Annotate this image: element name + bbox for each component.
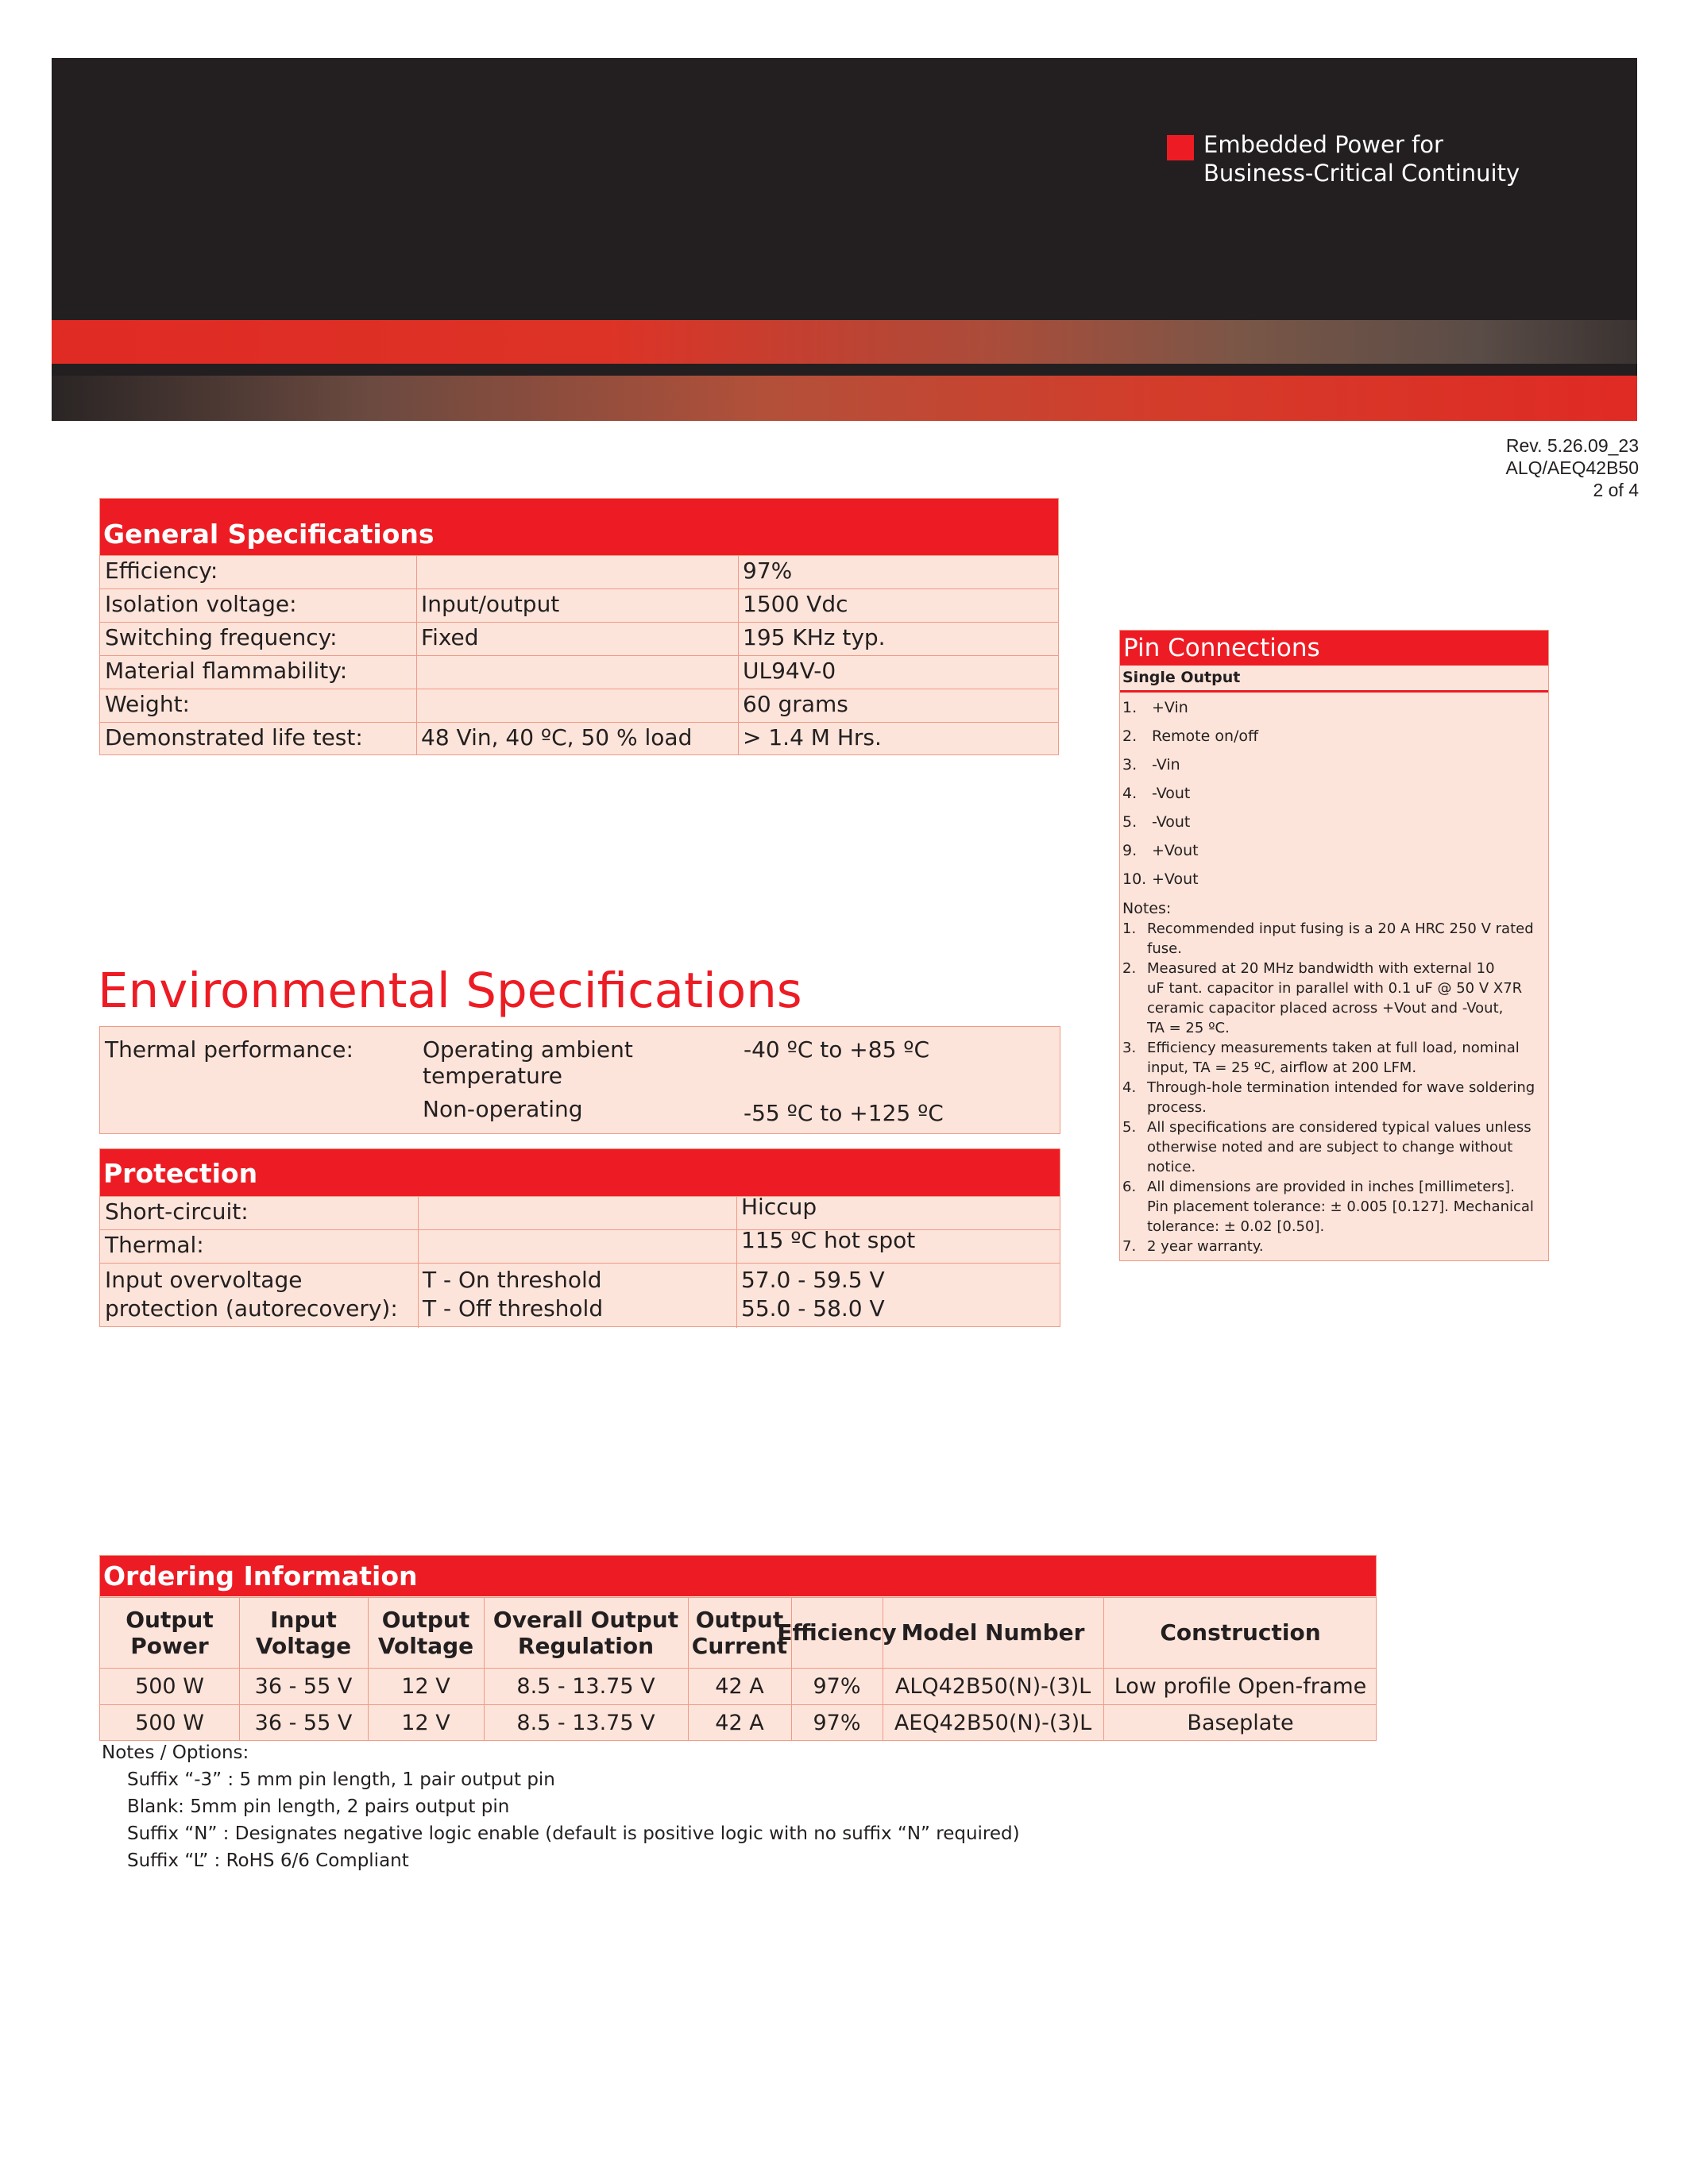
pin-note-line: Measured at 20 MHz bandwidth with external 10 xyxy=(1147,960,1495,977)
pin-item xyxy=(1122,756,1180,774)
protection-row xyxy=(100,1196,1060,1229)
order-cell: 97% xyxy=(813,1674,861,1699)
column-header xyxy=(777,1597,897,1668)
operating-ambient-line1: Operating ambient xyxy=(423,1036,633,1063)
spec-parameter: Isolation voltage: xyxy=(105,591,297,617)
pin-note xyxy=(1122,959,1543,1038)
column-header-line: Construction xyxy=(1160,1619,1321,1646)
pin-note-number: 5. xyxy=(1122,1119,1137,1136)
pin-note-line: tolerance: ± 0.02 [0.50]. xyxy=(1147,1218,1325,1235)
order-cell: 36 - 55 V xyxy=(254,1711,353,1735)
pin-label: -Vin xyxy=(1152,756,1180,774)
revision-number: Rev. 5.26.09_23 xyxy=(1505,435,1639,456)
protection-row xyxy=(100,1229,1060,1263)
protection-title: Protection xyxy=(100,1149,1060,1196)
pin-number: 2. xyxy=(1122,727,1138,745)
non-operating-temperature-value: -55 ºC to +125 ºC xyxy=(744,1100,944,1126)
ovp-on-threshold-label: T - On threshold xyxy=(423,1267,602,1293)
pin-note-line: process. xyxy=(1147,1099,1207,1116)
pin-note-number: 1. xyxy=(1122,920,1137,937)
environmental-specifications-table xyxy=(99,1026,1060,1134)
pin-label: +Vout xyxy=(1152,842,1199,859)
order-cell: Low profile Open-frame xyxy=(1114,1674,1367,1699)
pin-note-line: TA = 25 ºC. xyxy=(1147,1020,1230,1036)
column-header-line: Regulation xyxy=(517,1632,655,1659)
column-header xyxy=(484,1597,688,1668)
pin-note xyxy=(1122,1177,1543,1237)
spec-value: > 1.4 M Hrs. xyxy=(743,724,882,751)
thermal-performance-label: Thermal performance: xyxy=(105,1036,353,1063)
column-header xyxy=(1103,1597,1377,1668)
pin-note-line: notice. xyxy=(1147,1159,1196,1175)
pin-item xyxy=(1122,727,1258,745)
column-header xyxy=(100,1597,239,1668)
column-header xyxy=(688,1597,791,1668)
pin-note-line: Efficiency measurements taken at full load, nominal xyxy=(1147,1040,1520,1056)
pin-number: 4. xyxy=(1122,785,1138,802)
operating-temperature-value: -40 ºC to +85 ºC xyxy=(744,1036,930,1063)
pin-note xyxy=(1122,1078,1543,1117)
pin-item xyxy=(1122,813,1190,831)
pin-notes-title: Notes: xyxy=(1122,900,1172,917)
pin-note-line: fuse. xyxy=(1147,940,1182,957)
ovp-off-threshold-value: 55.0 - 58.0 V xyxy=(741,1295,885,1322)
overvoltage-row xyxy=(100,1263,1060,1328)
pin-label: Remote on/off xyxy=(1152,727,1259,745)
order-cell: 8.5 - 13.75 V xyxy=(516,1674,655,1699)
column-header-line: Power xyxy=(130,1632,209,1659)
pin-note-number: 4. xyxy=(1122,1079,1137,1096)
operating-ambient-line2: temperature xyxy=(423,1063,562,1089)
pin-number: 3. xyxy=(1122,756,1138,774)
column-header-line: Model Number xyxy=(901,1619,1085,1646)
spec-value: 60 grams xyxy=(743,691,848,717)
pin-note-line: All specifications are considered typical values unless xyxy=(1147,1119,1532,1136)
order-cell: ALQ42B50(N)-(3)L xyxy=(894,1674,1091,1699)
pin-label: +Vout xyxy=(1152,870,1199,888)
order-cell: 97% xyxy=(813,1711,861,1735)
pin-number: 10. xyxy=(1122,870,1147,888)
pin-label: +Vin xyxy=(1152,699,1188,716)
pin-divider xyxy=(1120,690,1548,693)
spec-value: UL94V-0 xyxy=(743,658,836,684)
model-code: ALQ/AEQ42B50 xyxy=(1505,457,1639,478)
banner-gradient-band-top xyxy=(52,320,1637,364)
spec-condition xyxy=(416,556,421,588)
spec-row xyxy=(100,655,1058,689)
pin-note-line: Recommended input fusing is a 20 A HRC 250 V rated xyxy=(1147,920,1534,937)
pin-note-line: 2 year warranty. xyxy=(1147,1238,1264,1255)
tagline-line2: Business-Critical Continuity xyxy=(1203,160,1520,187)
header-banner xyxy=(52,58,1637,421)
column-header xyxy=(883,1597,1103,1668)
ordering-option: Suffix “L” : RoHS 6/6 Compliant xyxy=(127,1850,409,1871)
spec-condition: Fixed xyxy=(421,624,479,650)
single-output-subtitle: Single Output xyxy=(1122,669,1241,686)
pin-note xyxy=(1122,1117,1543,1177)
order-cell: 36 - 55 V xyxy=(254,1674,353,1699)
order-cell: 8.5 - 13.75 V xyxy=(516,1711,655,1735)
protection-condition xyxy=(418,1230,423,1263)
pin-note-line: input, TA = 25 ºC, airflow at 200 LFM. xyxy=(1147,1059,1417,1076)
pin-note-line: uF tant. capacitor in parallel with 0.1 uF @ 50 V X7R xyxy=(1147,980,1523,997)
pin-item xyxy=(1122,870,1199,888)
ordering-information-table xyxy=(99,1555,1377,1741)
pin-note-number: 3. xyxy=(1122,1040,1137,1056)
protection-parameter: Short-circuit: xyxy=(105,1198,249,1225)
column-header-line: Voltage xyxy=(377,1632,474,1659)
spec-parameter: Weight: xyxy=(105,691,190,717)
tagline-line1: Embedded Power for xyxy=(1203,131,1443,158)
column-header xyxy=(368,1597,484,1668)
banner-gradient-band-bottom xyxy=(52,376,1637,421)
protection-value: 115 ºC hot spot xyxy=(741,1227,916,1253)
column-header-line: Input xyxy=(270,1606,337,1633)
spec-condition: Input/output xyxy=(421,591,560,617)
order-cell: Baseplate xyxy=(1187,1711,1294,1735)
spec-parameter: Efficiency: xyxy=(105,558,218,584)
order-cell: 500 W xyxy=(135,1711,204,1735)
column-header-line: Efficiency xyxy=(777,1619,897,1646)
page-number: 2 of 4 xyxy=(1593,480,1639,500)
pin-item xyxy=(1122,785,1190,802)
ordering-option: Suffix “-3” : 5 mm pin length, 1 pair output pin xyxy=(127,1769,555,1790)
pin-connections-title: Pin Connections xyxy=(1120,631,1548,666)
ordering-notes-title: Notes / Options: xyxy=(102,1742,249,1763)
column-header xyxy=(239,1597,368,1668)
order-cell: 42 A xyxy=(715,1674,764,1699)
pin-label: -Vout xyxy=(1152,785,1191,802)
pin-number: 5. xyxy=(1122,813,1138,831)
pin-label: -Vout xyxy=(1152,813,1191,831)
column-header-line: Output xyxy=(126,1606,214,1633)
pin-note-line: ceramic capacitor placed across +Vout and -Vout, xyxy=(1147,1000,1504,1017)
ordering-option: Blank: 5mm pin length, 2 pairs output pin xyxy=(127,1796,510,1817)
pin-note-number: 2. xyxy=(1122,960,1137,977)
order-cell: 42 A xyxy=(715,1711,764,1735)
order-cell: 12 V xyxy=(401,1711,450,1735)
column-header-line: Voltage xyxy=(255,1632,352,1659)
spec-parameter: Material flammability: xyxy=(105,658,348,684)
order-cell: AEQ42B50(N)-(3)L xyxy=(894,1711,1092,1735)
spec-row xyxy=(100,622,1058,655)
pin-note-line: Through-hole termination intended for wave soldering xyxy=(1147,1079,1535,1096)
protection-condition xyxy=(418,1197,423,1229)
ovp-label-line2: protection (autorecovery): xyxy=(105,1295,398,1322)
protection-value: Hiccup xyxy=(741,1194,817,1220)
pin-number: 1. xyxy=(1122,699,1138,716)
pin-note-line: Pin placement tolerance: ± 0.005 [0.127]. Mechanical xyxy=(1147,1198,1534,1215)
spec-row xyxy=(100,722,1058,755)
spec-condition: 48 Vin, 40 ºC, 50 % load xyxy=(421,724,693,751)
general-specifications-title: General Specifications xyxy=(100,499,1058,555)
ordering-information-title: Ordering Information xyxy=(100,1556,1376,1596)
pin-note xyxy=(1122,1237,1543,1256)
column-header-line: Current xyxy=(691,1632,788,1659)
ordering-option: Suffix “N” : Designates negative logic enable (default is positive logic with no suffix “N” required) xyxy=(127,1823,1020,1844)
spec-row xyxy=(100,555,1058,588)
spec-value: 97% xyxy=(743,558,793,584)
pin-note-number: 7. xyxy=(1122,1238,1137,1255)
pin-note-number: 6. xyxy=(1122,1179,1137,1195)
ovp-on-threshold-value: 57.0 - 59.5 V xyxy=(741,1267,885,1293)
pin-note-line: All dimensions are provided in inches [millimeters]. xyxy=(1147,1179,1515,1195)
pin-number: 9. xyxy=(1122,842,1138,859)
spec-parameter: Demonstrated life test: xyxy=(105,724,363,751)
ovp-label-line1: Input overvoltage xyxy=(105,1267,303,1293)
protection-table xyxy=(99,1148,1060,1327)
order-cell: 500 W xyxy=(135,1674,204,1699)
pin-connections-panel xyxy=(1119,630,1549,1261)
pin-note xyxy=(1122,919,1543,959)
brand-square-icon xyxy=(1167,135,1194,160)
non-operating-label: Non-operating xyxy=(423,1096,583,1122)
pin-item xyxy=(1122,842,1199,859)
spec-value: 1500 Vdc xyxy=(743,591,848,617)
general-specifications-table xyxy=(99,498,1059,755)
ovp-off-threshold-label: T - Off threshold xyxy=(423,1295,604,1322)
protection-parameter: Thermal: xyxy=(105,1232,204,1258)
pin-note-line: otherwise noted and are subject to change without xyxy=(1147,1139,1513,1156)
pin-note xyxy=(1122,1038,1543,1078)
column-header-line: Overall Output xyxy=(492,1606,679,1633)
pin-item xyxy=(1122,699,1188,716)
order-cell: 12 V xyxy=(401,1674,450,1699)
spec-condition xyxy=(416,689,421,722)
column-header-line: Output xyxy=(381,1606,470,1633)
spec-parameter: Switching frequency: xyxy=(105,624,338,650)
environmental-specifications-title: Environmental Specifications xyxy=(98,963,802,1019)
spec-row xyxy=(100,689,1058,722)
spec-condition xyxy=(416,656,421,689)
column-header-line: Output xyxy=(695,1606,784,1633)
spec-row xyxy=(100,588,1058,622)
spec-value: 195 KHz typ. xyxy=(743,624,886,650)
